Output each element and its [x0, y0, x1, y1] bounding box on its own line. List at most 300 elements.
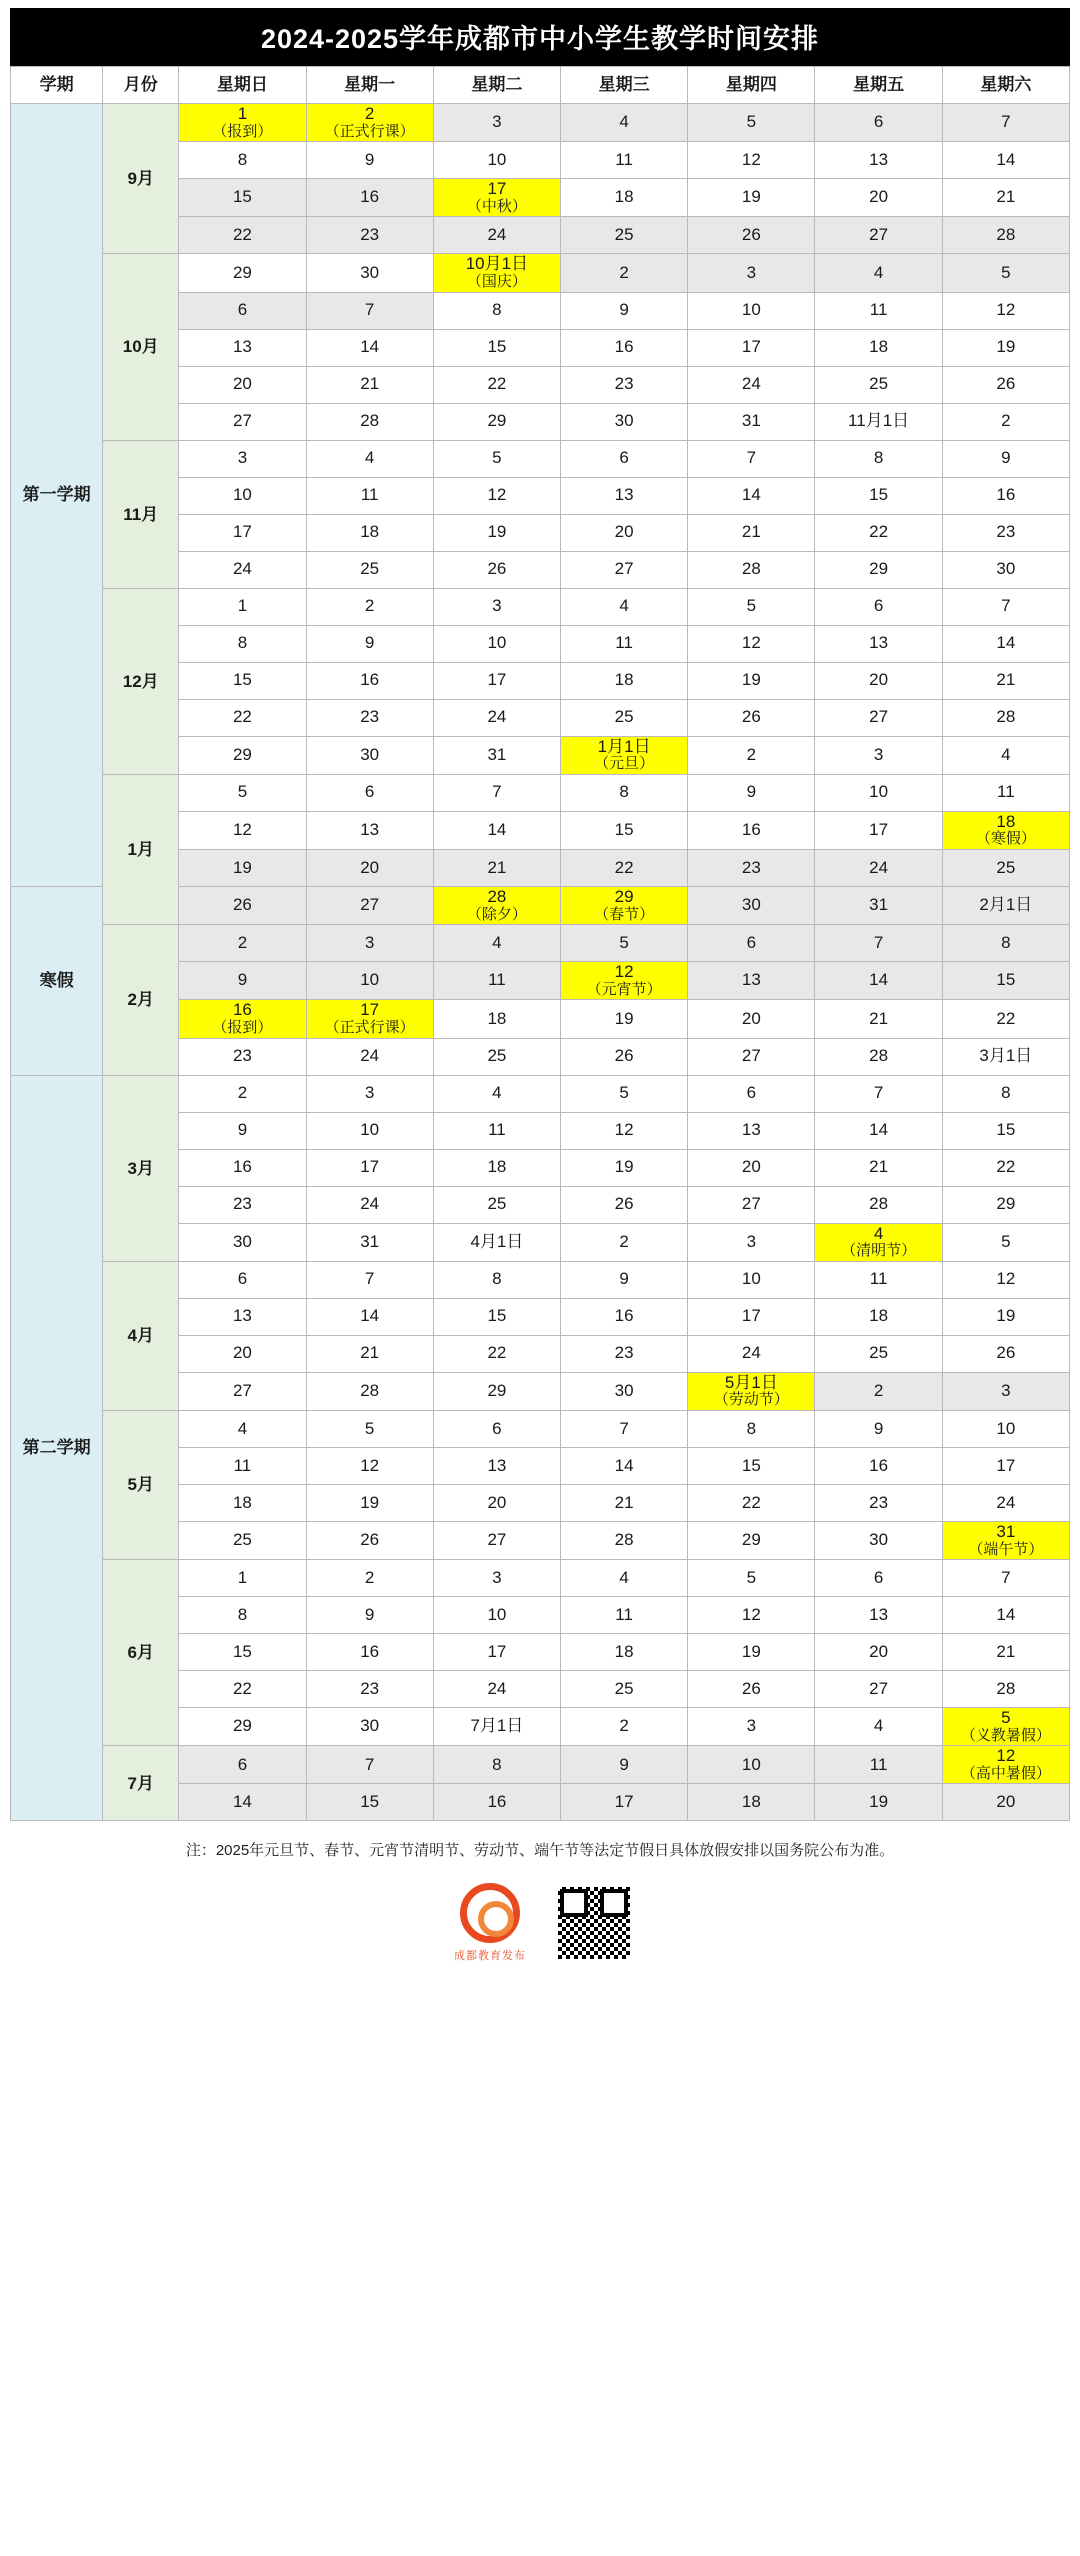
day-cell: 28	[815, 1186, 942, 1223]
day-cell: 22	[561, 849, 688, 886]
month-cell: 11月	[103, 440, 179, 588]
day-cell-special: 17 （正式行课）	[306, 1000, 433, 1038]
day-cell: 20	[688, 1000, 815, 1038]
day-cell: 11	[815, 292, 942, 329]
day-cell: 15	[179, 662, 306, 699]
day-cell: 3	[688, 1223, 815, 1261]
day-cell: 22	[179, 699, 306, 736]
day-cell: 29	[179, 736, 306, 774]
day-cell: 18	[561, 1634, 688, 1671]
day-cell: 29	[688, 1521, 815, 1559]
day-cell: 11	[561, 142, 688, 179]
day-cell: 20	[179, 1335, 306, 1372]
col-thursday: 星期四	[688, 67, 815, 104]
day-cell: 30	[815, 1521, 942, 1559]
day-cell: 4	[815, 1708, 942, 1746]
day-cell: 16	[306, 1634, 433, 1671]
day-cell: 2	[561, 1223, 688, 1261]
day-cell: 24	[942, 1484, 1069, 1521]
col-wednesday: 星期三	[561, 67, 688, 104]
day-cell: 20	[815, 179, 942, 217]
day-cell: 4	[433, 925, 560, 962]
table-header	[11, 67, 1070, 104]
day-cell: 23	[306, 699, 433, 736]
day-cell: 23	[306, 1671, 433, 1708]
day-cell: 31	[306, 1223, 433, 1261]
day-cell: 4	[561, 1560, 688, 1597]
day-cell: 23	[306, 217, 433, 254]
day-cell: 12	[942, 292, 1069, 329]
brand-logo-label: 成都教育发布	[454, 1950, 526, 1963]
day-cell: 2	[179, 925, 306, 962]
day-cell: 10	[433, 142, 560, 179]
day-cell-special: 17 （中秋）	[433, 179, 560, 217]
day-cell: 9	[561, 1746, 688, 1784]
day-cell: 10	[179, 477, 306, 514]
day-cell: 17	[688, 329, 815, 366]
day-cell-special: 10月1日 （国庆）	[433, 254, 560, 292]
day-cell: 15	[179, 1634, 306, 1671]
day-cell: 18	[815, 329, 942, 366]
day-cell: 3	[942, 1372, 1069, 1410]
day-cell: 6	[561, 440, 688, 477]
day-cell: 28	[561, 1521, 688, 1559]
day-cell: 13	[815, 625, 942, 662]
day-cell: 21	[306, 1335, 433, 1372]
table-row	[11, 254, 1070, 292]
day-cell: 5	[179, 774, 306, 811]
day-cell: 25	[433, 1186, 560, 1223]
day-cell: 25	[561, 699, 688, 736]
day-cell: 11	[942, 774, 1069, 811]
day-cell: 22	[179, 1671, 306, 1708]
day-cell: 8	[942, 1075, 1069, 1112]
day-cell: 28	[306, 403, 433, 440]
day-cell: 3	[433, 588, 560, 625]
day-cell: 4月1日	[433, 1223, 560, 1261]
day-cell: 22	[688, 1484, 815, 1521]
day-cell: 24	[688, 366, 815, 403]
day-cell: 28	[815, 1038, 942, 1075]
day-cell: 26	[942, 366, 1069, 403]
col-friday: 星期五	[815, 67, 942, 104]
day-cell: 10	[688, 1261, 815, 1298]
day-cell: 19	[433, 514, 560, 551]
day-cell: 12	[688, 625, 815, 662]
day-cell: 5	[688, 1560, 815, 1597]
day-cell: 27	[815, 217, 942, 254]
day-cell: 16	[561, 329, 688, 366]
day-cell: 22	[433, 1335, 560, 1372]
day-cell: 11	[561, 1597, 688, 1634]
day-cell: 7	[815, 1075, 942, 1112]
day-cell: 5	[561, 1075, 688, 1112]
day-cell: 27	[561, 551, 688, 588]
day-cell: 12	[688, 142, 815, 179]
day-cell: 20	[942, 1784, 1069, 1821]
day-cell: 19	[561, 1149, 688, 1186]
day-cell: 21	[942, 662, 1069, 699]
day-cell: 1	[179, 588, 306, 625]
day-cell: 9	[306, 1597, 433, 1634]
day-cell: 24	[433, 217, 560, 254]
day-cell: 15	[561, 811, 688, 849]
day-cell: 23	[179, 1038, 306, 1075]
day-cell: 6	[306, 774, 433, 811]
day-cell: 27	[688, 1186, 815, 1223]
day-cell: 24	[688, 1335, 815, 1372]
day-cell: 20	[815, 1634, 942, 1671]
day-cell: 30	[688, 886, 815, 924]
day-cell: 14	[942, 625, 1069, 662]
table-row	[11, 1075, 1070, 1112]
day-cell: 23	[815, 1484, 942, 1521]
day-cell: 22	[433, 366, 560, 403]
day-cell: 2	[561, 1708, 688, 1746]
day-cell: 21	[306, 366, 433, 403]
day-cell: 8	[942, 925, 1069, 962]
day-cell: 6	[179, 292, 306, 329]
day-cell: 17	[942, 1447, 1069, 1484]
day-cell: 3	[815, 736, 942, 774]
day-cell: 21	[815, 1000, 942, 1038]
day-cell: 9	[306, 142, 433, 179]
day-cell: 5	[306, 1410, 433, 1447]
day-cell: 13	[179, 1298, 306, 1335]
day-cell: 6	[815, 588, 942, 625]
day-cell: 18	[433, 1149, 560, 1186]
day-cell: 17	[815, 811, 942, 849]
day-cell: 11	[815, 1746, 942, 1784]
day-cell-special: 5 （义教暑假）	[942, 1708, 1069, 1746]
day-cell: 17	[433, 662, 560, 699]
day-cell: 8	[433, 292, 560, 329]
day-cell: 6	[815, 1560, 942, 1597]
day-cell: 16	[561, 1298, 688, 1335]
day-cell: 29	[433, 403, 560, 440]
day-cell: 7	[942, 104, 1069, 142]
day-cell-special: 31 （端午节）	[942, 1521, 1069, 1559]
day-cell: 10	[942, 1410, 1069, 1447]
footnote: 注：2025年元旦节、春节、元宵节清明节、劳动节、端午节等法定节假日具体放假安排以国务院公布为准。	[185, 1842, 895, 1860]
day-cell: 23	[179, 1186, 306, 1223]
day-cell-special: 12 （高中暑假）	[942, 1746, 1069, 1784]
month-cell: 2月	[103, 925, 179, 1075]
day-cell: 7	[306, 1746, 433, 1784]
day-cell: 7	[815, 925, 942, 962]
day-cell: 19	[815, 1784, 942, 1821]
table-row	[11, 925, 1070, 962]
day-cell: 6	[688, 1075, 815, 1112]
day-cell: 12	[433, 477, 560, 514]
day-cell: 14	[815, 1112, 942, 1149]
day-cell: 4	[815, 254, 942, 292]
day-cell: 9	[561, 292, 688, 329]
day-cell: 19	[942, 329, 1069, 366]
day-cell: 26	[942, 1335, 1069, 1372]
day-cell: 11月1日	[815, 403, 942, 440]
day-cell: 10	[306, 1112, 433, 1149]
day-cell: 19	[306, 1484, 433, 1521]
day-cell: 26	[433, 551, 560, 588]
day-cell: 13	[688, 1112, 815, 1149]
day-cell-special: 28 （除夕）	[433, 886, 560, 924]
day-cell: 22	[942, 1149, 1069, 1186]
month-cell: 6月	[103, 1560, 179, 1746]
term-cell: 第二学期	[11, 1075, 103, 1821]
day-cell: 16	[815, 1447, 942, 1484]
day-cell: 15	[433, 1298, 560, 1335]
day-cell: 12	[306, 1447, 433, 1484]
day-cell: 23	[688, 849, 815, 886]
day-cell: 7	[942, 588, 1069, 625]
day-cell: 15	[433, 329, 560, 366]
day-cell: 5	[688, 588, 815, 625]
day-cell: 16	[306, 662, 433, 699]
month-cell: 9月	[103, 104, 179, 254]
day-cell: 14	[179, 1784, 306, 1821]
month-cell: 3月	[103, 1075, 179, 1261]
day-cell: 9	[688, 774, 815, 811]
day-cell: 6	[815, 104, 942, 142]
day-cell: 27	[433, 1521, 560, 1559]
month-cell: 5月	[103, 1410, 179, 1559]
day-cell: 26	[561, 1038, 688, 1075]
day-cell: 2	[179, 1075, 306, 1112]
day-cell: 29	[179, 1708, 306, 1746]
day-cell: 9	[306, 625, 433, 662]
day-cell: 17	[179, 514, 306, 551]
day-cell: 28	[942, 699, 1069, 736]
day-cell: 16	[688, 811, 815, 849]
day-cell: 26	[688, 217, 815, 254]
table-row	[11, 1560, 1070, 1597]
day-cell: 15	[306, 1784, 433, 1821]
day-cell: 3月1日	[942, 1038, 1069, 1075]
day-cell: 30	[306, 254, 433, 292]
day-cell: 2	[306, 1560, 433, 1597]
day-cell: 24	[815, 849, 942, 886]
page-title: 2024-2025学年成都市中小学生教学时间安排	[10, 8, 1070, 66]
day-cell-special: 5月1日 （劳动节）	[688, 1372, 815, 1410]
day-cell: 21	[942, 1634, 1069, 1671]
day-cell: 10	[433, 1597, 560, 1634]
day-cell: 28	[942, 1671, 1069, 1708]
day-cell: 21	[561, 1484, 688, 1521]
day-cell: 28	[688, 551, 815, 588]
day-cell: 30	[561, 403, 688, 440]
brand-logo-icon	[447, 1880, 533, 1966]
day-cell: 19	[179, 849, 306, 886]
day-cell: 20	[306, 849, 433, 886]
day-cell: 24	[433, 1671, 560, 1708]
term-cell: 第一学期	[11, 104, 103, 887]
day-cell: 14	[815, 962, 942, 1000]
qr-code-icon	[555, 1884, 633, 1962]
day-cell: 9	[561, 1261, 688, 1298]
col-tuesday: 星期二	[433, 67, 560, 104]
day-cell: 13	[179, 329, 306, 366]
day-cell: 5	[688, 104, 815, 142]
day-cell: 12	[179, 811, 306, 849]
day-cell: 5	[942, 1223, 1069, 1261]
day-cell: 16	[942, 477, 1069, 514]
day-cell: 4	[306, 440, 433, 477]
day-cell: 30	[561, 1372, 688, 1410]
day-cell: 25	[179, 1521, 306, 1559]
day-cell: 6	[433, 1410, 560, 1447]
day-cell: 20	[815, 662, 942, 699]
header-row	[11, 67, 1070, 104]
day-cell: 6	[688, 925, 815, 962]
day-cell: 5	[942, 254, 1069, 292]
day-cell: 22	[815, 514, 942, 551]
day-cell: 16	[433, 1784, 560, 1821]
day-cell: 7	[306, 1261, 433, 1298]
day-cell: 30	[306, 736, 433, 774]
day-cell: 29	[942, 1186, 1069, 1223]
day-cell: 26	[688, 1671, 815, 1708]
day-cell: 10	[815, 774, 942, 811]
day-cell: 27	[179, 403, 306, 440]
table-row	[11, 1746, 1070, 1784]
day-cell: 25	[561, 1671, 688, 1708]
day-cell: 26	[306, 1521, 433, 1559]
day-cell: 13	[688, 962, 815, 1000]
day-cell: 14	[561, 1447, 688, 1484]
day-cell: 20	[179, 366, 306, 403]
day-cell-special: 16 （报到）	[179, 1000, 306, 1038]
day-cell: 29	[815, 551, 942, 588]
table-row	[11, 104, 1070, 142]
day-cell: 11	[433, 962, 560, 1000]
col-saturday: 星期六	[942, 67, 1069, 104]
day-cell: 4	[433, 1075, 560, 1112]
day-cell: 26	[179, 886, 306, 924]
day-cell: 17	[561, 1784, 688, 1821]
day-cell: 8	[179, 142, 306, 179]
day-cell: 7月1日	[433, 1708, 560, 1746]
day-cell: 3	[688, 254, 815, 292]
day-cell: 3	[306, 925, 433, 962]
day-cell: 11	[561, 625, 688, 662]
day-cell: 9	[179, 1112, 306, 1149]
day-cell: 15	[942, 1112, 1069, 1149]
day-cell: 13	[306, 811, 433, 849]
day-cell: 24	[306, 1186, 433, 1223]
table-row	[11, 1410, 1070, 1447]
day-cell: 10	[688, 292, 815, 329]
day-cell-special: 1 （报到）	[179, 104, 306, 142]
day-cell: 20	[688, 1149, 815, 1186]
col-term: 学期	[11, 67, 103, 104]
day-cell: 5	[433, 440, 560, 477]
day-cell: 19	[688, 662, 815, 699]
day-cell: 26	[688, 699, 815, 736]
day-cell: 23	[942, 514, 1069, 551]
day-cell: 2	[815, 1372, 942, 1410]
day-cell: 27	[688, 1038, 815, 1075]
day-cell: 14	[306, 1298, 433, 1335]
day-cell: 2	[688, 736, 815, 774]
day-cell: 28	[306, 1372, 433, 1410]
day-cell: 12	[688, 1597, 815, 1634]
day-cell: 18	[306, 514, 433, 551]
day-cell-special: 1月1日 （元旦）	[561, 736, 688, 774]
day-cell: 27	[179, 1372, 306, 1410]
day-cell: 27	[815, 699, 942, 736]
day-cell: 19	[688, 179, 815, 217]
day-cell: 19	[942, 1298, 1069, 1335]
day-cell: 16	[179, 1149, 306, 1186]
day-cell: 14	[433, 811, 560, 849]
day-cell: 8	[433, 1261, 560, 1298]
day-cell: 20	[561, 514, 688, 551]
day-cell: 18	[179, 1484, 306, 1521]
day-cell: 27	[306, 886, 433, 924]
day-cell: 22	[942, 1000, 1069, 1038]
day-cell: 14	[942, 142, 1069, 179]
day-cell: 18	[815, 1298, 942, 1335]
day-cell: 18	[561, 662, 688, 699]
day-cell: 29	[179, 254, 306, 292]
day-cell: 30	[306, 1708, 433, 1746]
day-cell: 15	[942, 962, 1069, 1000]
day-cell: 11	[815, 1261, 942, 1298]
day-cell: 8	[688, 1410, 815, 1447]
day-cell: 21	[942, 179, 1069, 217]
day-cell: 13	[815, 142, 942, 179]
day-cell: 7	[942, 1560, 1069, 1597]
day-cell: 19	[561, 1000, 688, 1038]
day-cell: 2	[306, 588, 433, 625]
day-cell: 1	[179, 1560, 306, 1597]
day-cell: 3	[179, 440, 306, 477]
day-cell: 8	[561, 774, 688, 811]
day-cell: 25	[561, 217, 688, 254]
day-cell: 9	[815, 1410, 942, 1447]
day-cell: 24	[306, 1038, 433, 1075]
table-row	[11, 588, 1070, 625]
day-cell: 26	[561, 1186, 688, 1223]
term-cell: 寒假	[11, 886, 103, 1075]
day-cell: 31	[815, 886, 942, 924]
table-row	[11, 440, 1070, 477]
table-body	[11, 104, 1070, 1821]
day-cell: 14	[942, 1597, 1069, 1634]
day-cell: 25	[815, 1335, 942, 1372]
day-cell-special: 29 （春节）	[561, 886, 688, 924]
day-cell: 3	[433, 1560, 560, 1597]
day-cell: 25	[815, 366, 942, 403]
day-cell: 28	[942, 217, 1069, 254]
day-cell: 8	[179, 625, 306, 662]
day-cell: 24	[433, 699, 560, 736]
day-cell: 16	[306, 179, 433, 217]
month-cell: 12月	[103, 588, 179, 774]
day-cell: 7	[433, 774, 560, 811]
day-cell: 10	[688, 1746, 815, 1784]
day-cell: 30	[179, 1223, 306, 1261]
day-cell: 4	[179, 1410, 306, 1447]
day-cell: 11	[179, 1447, 306, 1484]
day-cell: 11	[306, 477, 433, 514]
day-cell: 14	[306, 329, 433, 366]
day-cell-special: 12 （元宵节）	[561, 962, 688, 1000]
day-cell: 31	[688, 403, 815, 440]
day-cell: 3	[688, 1708, 815, 1746]
footer	[10, 1874, 1070, 1992]
